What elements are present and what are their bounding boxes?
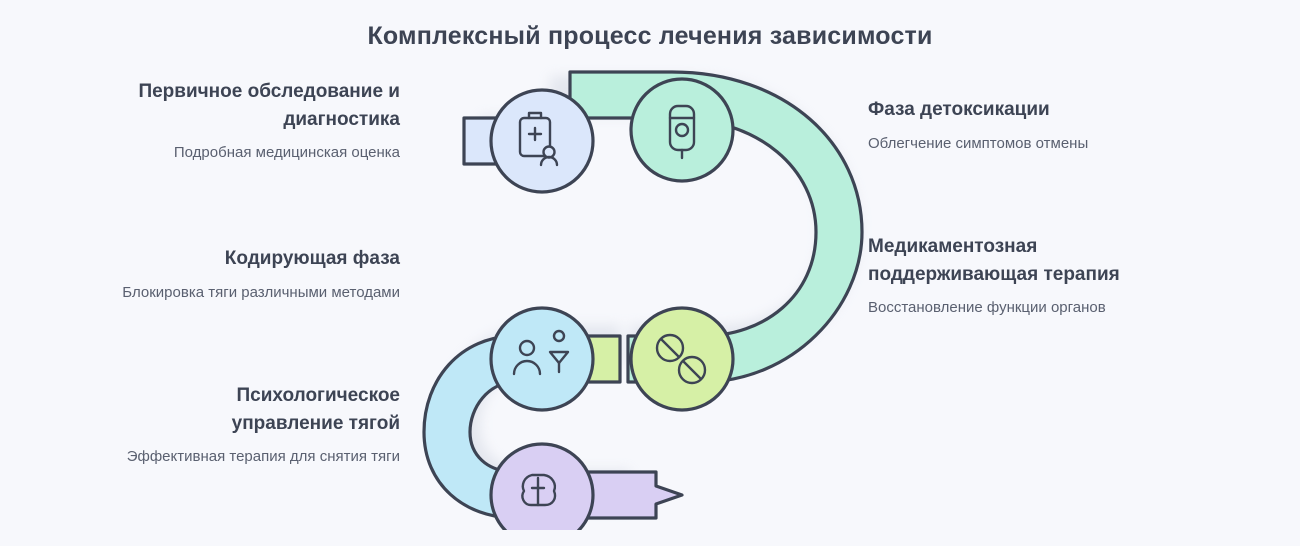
label-heading-assessment: Первичное обследование и диагностика <box>138 81 400 130</box>
label-block-coding <box>120 245 400 303</box>
page-title: Комплексный процесс лечения зависимости <box>367 22 933 50</box>
label-heading-psych: Психологическое управление тягой <box>231 385 400 434</box>
node-psych[interactable] <box>491 444 593 530</box>
label-sub-medication: Восстановление функции органов <box>868 299 1106 317</box>
label-heading-detox: Фаза детоксикации <box>868 99 1050 120</box>
node-medication[interactable] <box>631 308 733 410</box>
node-assessment[interactable] <box>491 90 593 192</box>
label-heading-coding: Кодирующая фаза <box>224 248 400 269</box>
label-sub-detox: Облегчение симптомов отмены <box>868 134 1089 152</box>
label-block-detox <box>868 96 1168 154</box>
label-block-assessment <box>120 78 400 164</box>
label-sub-coding: Блокировка тяги различными методами <box>122 283 400 301</box>
label-sub-assessment: Подробная медицинская оценка <box>173 144 400 162</box>
label-block-medication <box>868 233 1168 319</box>
label-sub-psych: Эффективная терапия для снятия тяги <box>126 448 400 466</box>
node-coding[interactable] <box>491 308 593 410</box>
process-flow-diagram <box>420 60 880 535</box>
node-detox[interactable] <box>631 79 733 181</box>
label-block-psych <box>120 382 400 468</box>
label-heading-medication: Медикаментозная поддерживающая терапия <box>868 236 1120 285</box>
